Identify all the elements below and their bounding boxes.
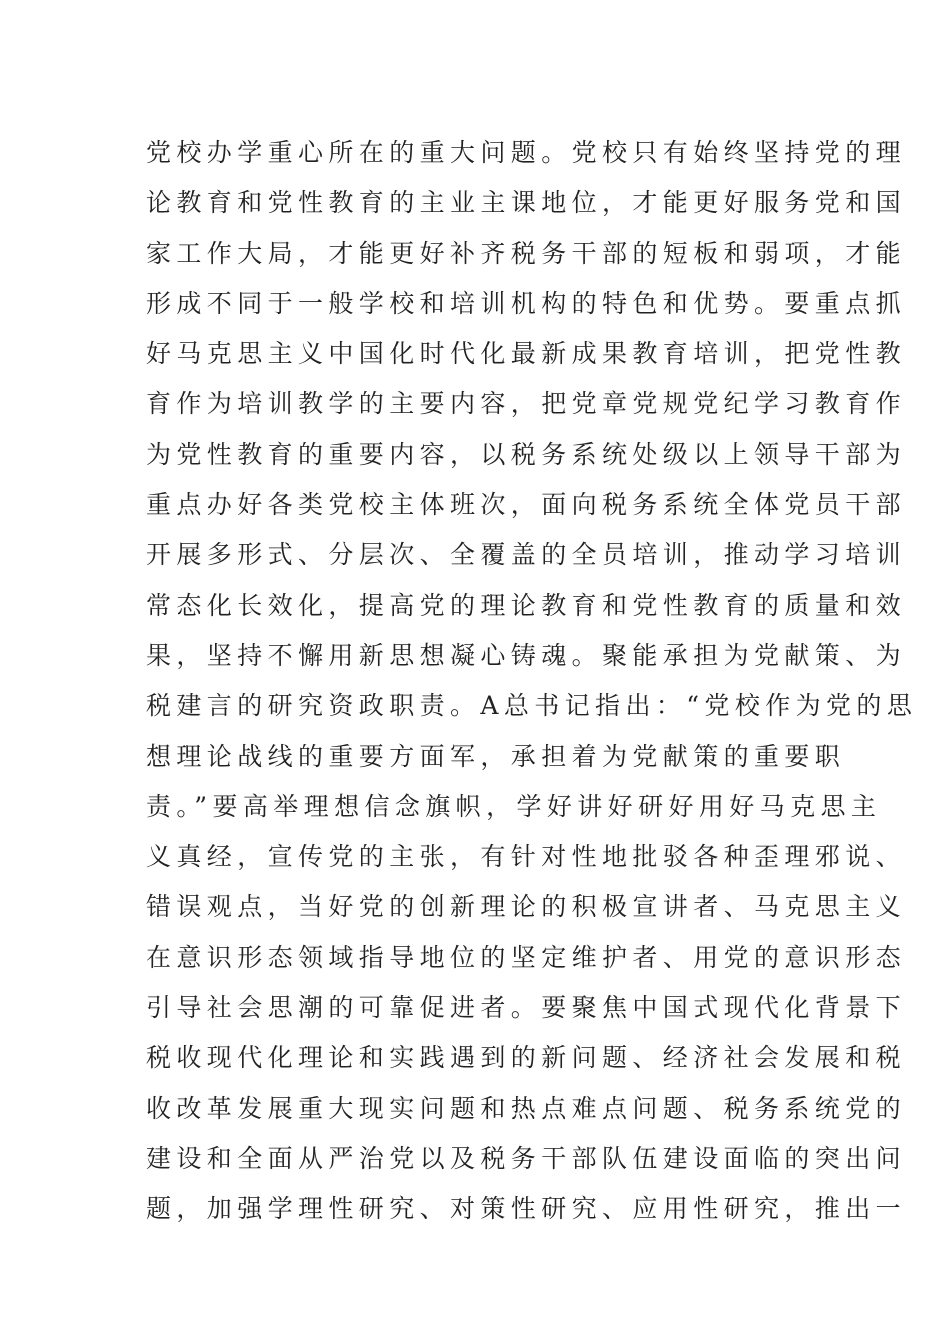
text-line-2: 论教育和党性教育的主业主课地位，才能更好服务党和国 (146, 188, 907, 218)
text-line-5: 好马克思主义中国化时代化最新成果教育培训，把党性教 (146, 339, 907, 369)
text-line-14: 责。”要高举理想信念旗帜，学好讲好研好用好马克思主 (146, 791, 882, 821)
body-text (146, 128, 918, 1235)
text-line-21: 建设和全面从严治党以及税务干部队伍建设面临的突出问 (146, 1143, 907, 1173)
text-line-1: 党校办学重心所在的重大问题。党校只有始终坚持党的理 (146, 138, 907, 167)
text-line-3: 家工作大局，才能更好补齐税务干部的短板和弱项，才能 (146, 238, 907, 268)
text-line-11: 果，坚持不懈用新思想凝心铸魂。聚能承担为党献策、为 (146, 640, 907, 670)
text-line-8: 重点办好各类党校主体班次，面向税务系统全体党员干部 (146, 490, 907, 520)
text-line-22: 题，加强学理性研究、对策性研究、应用性研究，推出一 (146, 1194, 907, 1224)
text-line-16: 错误观点，当好党的创新理论的积极宣讲者、马克思主义 (146, 892, 907, 922)
text-line-17: 在意识形态领域指导地位的坚定维护者、用党的意识形态 (146, 942, 907, 972)
text-line-19: 税收现代化理论和实践遇到的新问题、经济社会发展和税 (146, 1043, 907, 1073)
text-line-15: 义真经，宣传党的主张，有针对性地批驳各种歪理邪说、 (146, 842, 907, 872)
text-line-20: 收改革发展重大现实问题和热点难点问题、税务系统党的 (146, 1093, 907, 1123)
text-line-9: 开展多形式、分层次、全覆盖的全员培训，推动学习培训 (146, 540, 907, 570)
text-line-6: 育作为培训教学的主要内容，把党章党规党纪学习教育作 (146, 389, 907, 419)
text-line-7: 为党性教育的重要内容，以税务系统处级以上领导干部为 (146, 439, 907, 469)
text-line-4: 形成不同于一般学校和培训机构的特色和优势。要重点抓 (146, 288, 907, 318)
text-line-13: 想理论战线的重要方面军，承担着为党献策的重要职 (146, 741, 846, 771)
text-line-12: 税建言的研究资政职责。A总书记指出：“党校作为党的思 (146, 691, 918, 721)
text-line-10: 常态化长效化，提高党的理论教育和党性教育的质量和效 (146, 590, 907, 620)
text-line-18: 引导社会思潮的可靠促进者。要聚焦中国式现代化背景下 (146, 993, 907, 1023)
